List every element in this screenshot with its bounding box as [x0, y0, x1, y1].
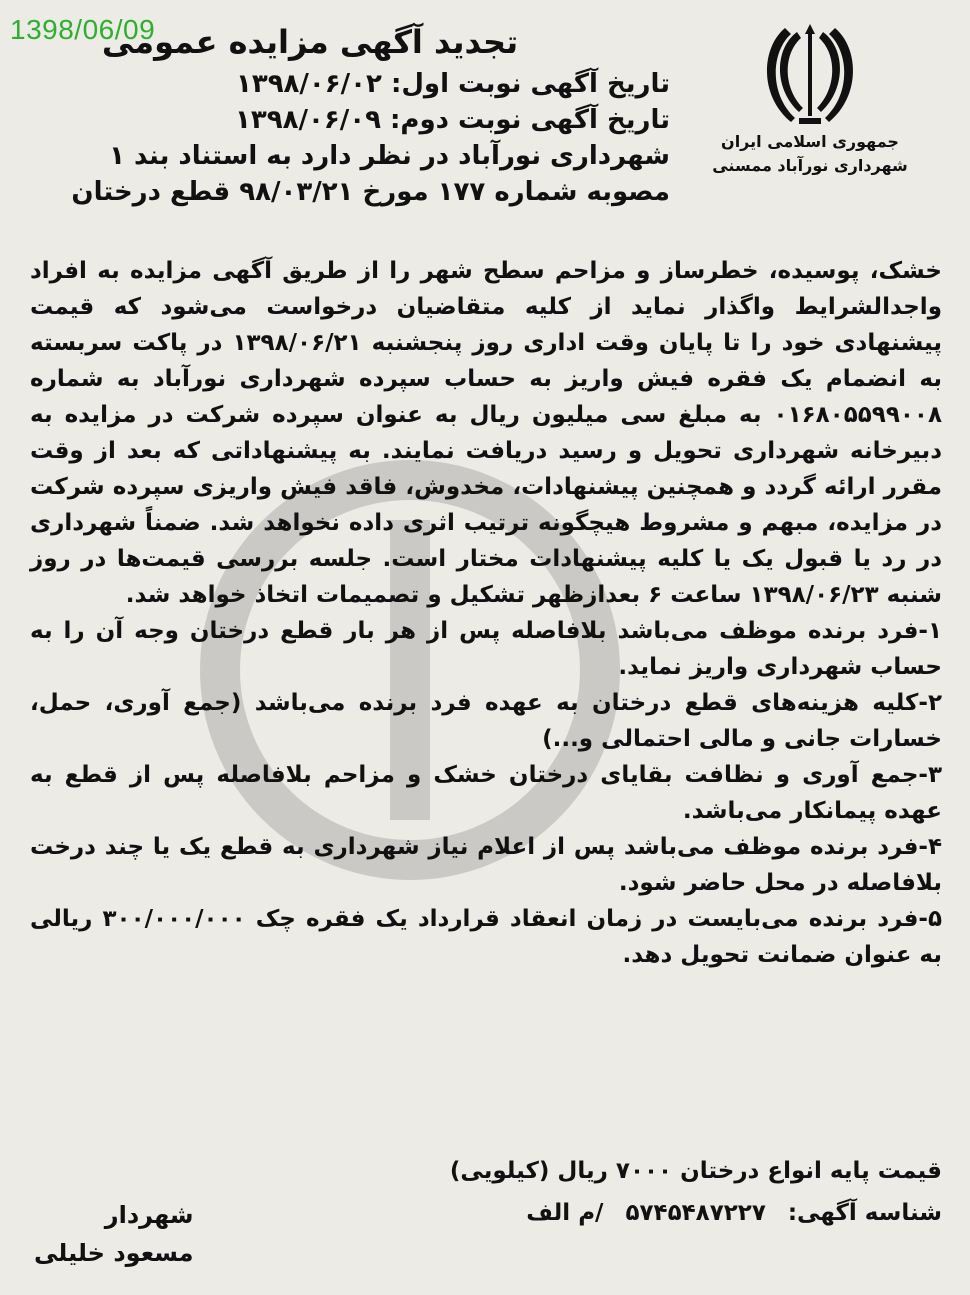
notice-reference: ۷۲۲۷/م الف [526, 1200, 766, 1226]
signature-block [34, 1196, 194, 1272]
first-publish-date: تاریخ آگهی نوبت اول: ۱۳۹۸/۰۶/۰۲ [235, 69, 670, 99]
condition-3: ۳-جمع آوری و نظافت بقایای درختان خشک و مزاحم بلافاصله پس از قطع به عهده پیمانکار می‌باشد. [30, 762, 942, 824]
condition-5: ۵-فرد برنده می‌بایست در زمان انعقاد قرارداد یک فقره چک ۳۰۰/۰۰۰/۰۰۰ ریالی به عنوان ضمانت تحویل دهد. [30, 906, 942, 968]
condition-1: ۱-فرد برنده موظف می‌باشد بلافاصله پس از هر بار قطع درختان وجه آن را به حساب شهرداری واریز نماید. [30, 618, 942, 680]
signature-name: مسعود خلیلی [34, 1239, 194, 1267]
base-price: قیمت پایه انواع درختان ۷۰۰۰ ریال (کیلویی) [449, 1158, 942, 1184]
notice-id-line [504, 1200, 942, 1226]
notice-id-label: شناسه آگهی: [787, 1200, 942, 1226]
notice-id-value: ۵۷۴۵۴۸ [625, 1200, 710, 1226]
iran-emblem-icon [755, 18, 865, 130]
signature-role: شهردار [104, 1201, 194, 1229]
condition-2: ۲-کلیه هزینه‌های قطع درختان به عهده فرد برنده می‌باشد (جمع آوری، حمل، خسارات جانی و مالی احتمالی و...) [30, 690, 942, 752]
condition-4: ۴-فرد برنده موظف می‌باشد پس از اعلام نیاز شهرداری به قطع یک یا چند درخت بلافاصله در محل حاضر شود. [30, 834, 942, 896]
main-paragraph: خشک، پوسیده، خطرساز و مزاحم سطح شهر را از طریق آگهی مزایده به افراد واجدالشرایط واگذار نماید از کلیه متقاضیان درخواست می‌شود که قیمت پیشنهادی خود را تا پایان وقت اداری روز پنجشنبه ۱۳۹۸/۰۶/۲۱ در پاکت سربسته به انضمام یک فقره فیش واریز به حساب سپرده شهرداری نورآباد به شماره ۰۱۶۸۰۵۵۹۹۰۰۸ به مبلغ سی میلیون ریال به عنوان سپرده شرکت در مزایده به دبیرخانه شهرداری تحویل و رسید دریافت نمایند. به پیشنهاداتی که بعد از وقت مقرر ارائه گردد و همچنین پیشنهادات، مخدوش، فاقد فیش واریزی سپرده شرکت در مزایده، مبهم و مشروط هیچگونه ترتیب اثری داده نخواهد شد. ضمناً شهرداری در رد یا قبول یک یا کلیه پیشنهادات مختار است. جلسه بررسی قیمت‌ها در روز شنبه ۱۳۹۸/۰۶/۲۳ ساعت ۶ بعدازظهر تشکیل و تصمیمات اتخاذ خواهد شد. [30, 258, 942, 608]
intro-line-1: شهرداری نورآباد در نظر دارد به استناد بند ۱ [109, 141, 670, 171]
date-stamp: 1398/06/09 [10, 14, 156, 45]
notice-body [30, 165, 942, 973]
intro-line-2: مصوبه شماره ۱۷۷ مورخ ۹۸/۰۳/۲۱ قطع درختان [71, 177, 670, 207]
notice-title: تجدید آگهی مزایده عمومی [101, 23, 519, 61]
second-publish-date: تاریخ آگهی نوبت دوم: ۱۳۹۸/۰۶/۰۹ [235, 105, 670, 135]
emblem-municipality: شهرداری نورآباد ممسنی [712, 156, 908, 175]
emblem-country: جمهوری اسلامی ایران [721, 132, 899, 151]
